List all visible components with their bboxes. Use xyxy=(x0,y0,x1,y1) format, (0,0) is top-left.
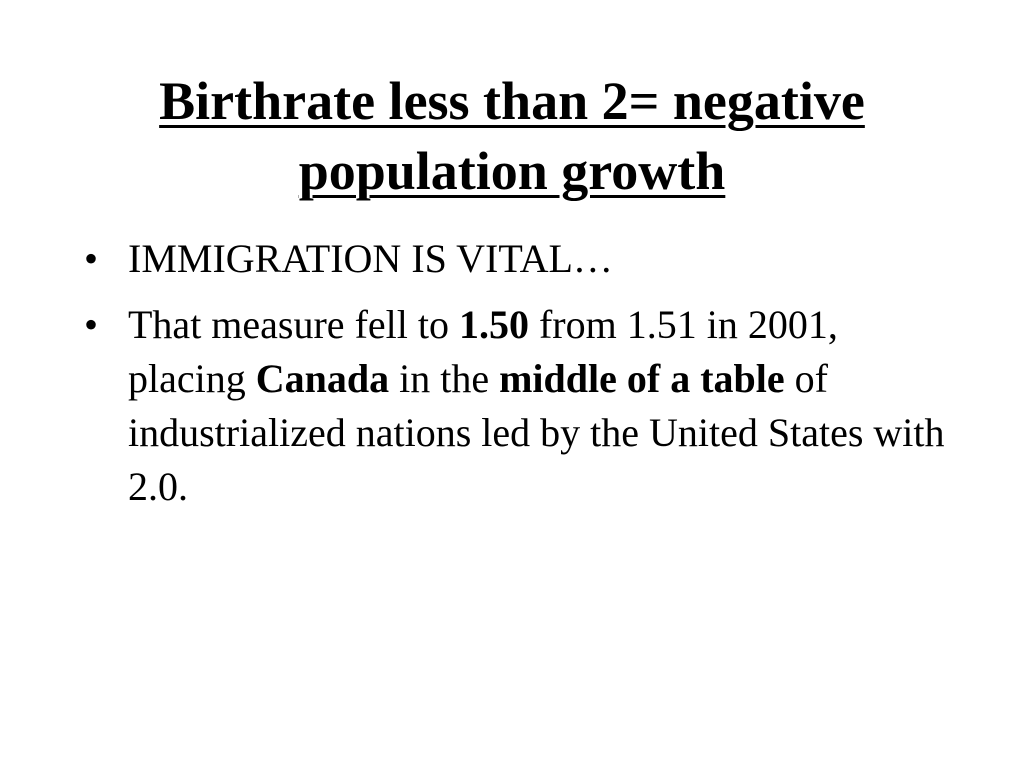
bullet-text xyxy=(128,232,954,286)
bullet-segment: in the xyxy=(389,356,500,401)
bullet-marker: • xyxy=(84,236,99,281)
bullet-marker: • xyxy=(84,302,99,347)
bullet-segment: from 1.51 in 2001, placing xyxy=(128,302,838,401)
bullet-segment-bold: middle of a table xyxy=(499,356,785,401)
slide-title: Birthrate less than 2= negative population growth xyxy=(159,71,865,201)
bullet-text xyxy=(128,298,954,514)
bullet-segment-bold: 1.50 xyxy=(458,302,529,347)
bullet-segment-bold: Canada xyxy=(255,356,390,401)
bullet-segment: of industrialized nations led by the United States with 2.0. xyxy=(128,356,945,509)
bullet-segment: IMMIGRATION IS VITAL… xyxy=(128,236,613,281)
bullet-item-1 xyxy=(84,232,954,286)
bullet-segment: That measure fell to xyxy=(128,302,459,347)
bullet-item-2 xyxy=(84,298,954,514)
bullet-list xyxy=(84,232,954,526)
